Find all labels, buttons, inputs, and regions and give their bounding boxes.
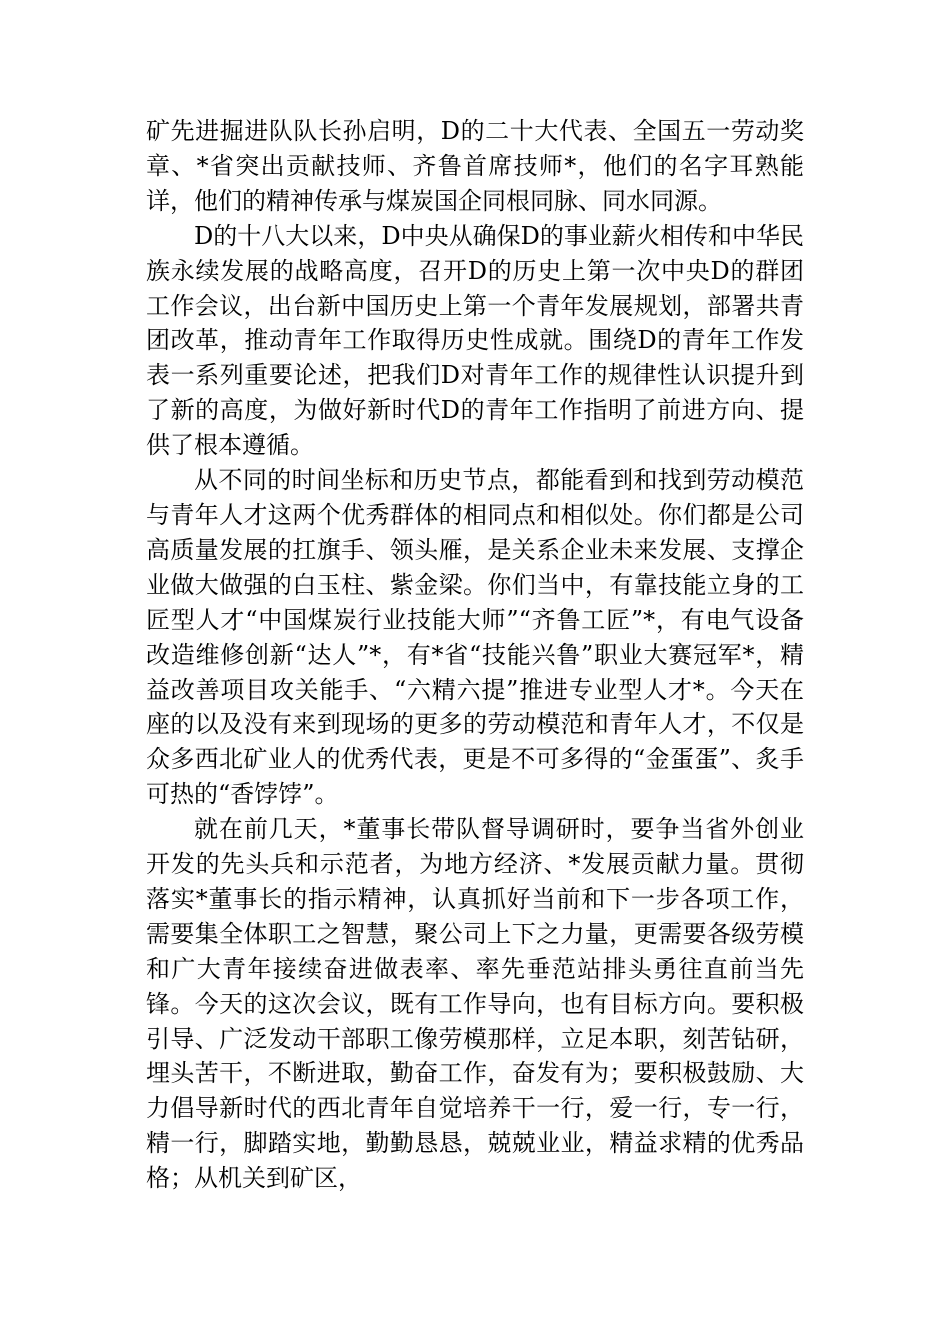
document-body: [146, 114, 804, 1196]
paragraph-3: 从不同的时间坐标和历史节点，都能看到和找到劳动模范与青年人才这两个优秀群体的相同点和相似处。你们都是公司高质量发展的扛旗手、领头雁，是关系企业未来发展、支撑企业做大做强的白玉柱、紫金梁。你们当中，有靠技能立身的工匠型人才“中国煤炭行业技能大师”“齐鲁工匠”*，有电气设备改造维修创新“达人”*，有*省“技能兴鲁”职业大赛冠军*，精益改善项目攻关能手、“六精六提”推进专业型人才*。今天在座的以及没有来到现场的更多的劳动模范和青年人才，不仅是众多西北矿业人的优秀代表，更是不可多得的“金蛋蛋”、炙手可热的“香饽饽”。: [146, 466, 804, 809]
paragraph-4: 就在前几天，*董事长带队督导调研时，要争当省外创业开发的先头兵和示范者，为地方经济、*发展贡献力量。贯彻落实*董事长的指示精神，认真抓好当前和下一步各项工作，需要集全体职工之智慧，聚公司上下之力量，更需要各级劳模和广大青年接续奋进做表率、率先垂范站排头勇往直前当先锋。今天的这次会议，既有工作导向，也有目标方向。要积极引导、广泛发动干部职工像劳模那样，立足本职，刻苦钻研，埋头苦干，不断进取，勤奋工作，奋发有为；要积极鼓励、大力倡导新时代的西北青年自觉培养干一行，爱一行，专一行，精一行，脚踏实地，勤勤恳恳，兢兢业业，精益求精的优秀品格；从机关到矿区，: [146, 815, 804, 1193]
paragraph-2: D的十八大以来，D中央从确保D的事业薪火相传和中华民族永续发展的战略高度，召开D的历史上第一次中央D的群团工作会议，出台新中国历史上第一个青年发展规划，部署共青团改革，推动青年工作取得历史性成就。围绕D的青年工作发表一系列重要论述，把我们D对青年工作的规律性认识提升到了新的高度，为做好新时代D的青年工作指明了前进方向、提供了根本遵循。: [146, 221, 804, 460]
paragraph-1: 矿先进掘进队队长孙启明，D的二十大代表、全国五一劳动奖章、*省突出贡献技师、齐鲁首席技师*，他们的名字耳熟能详，他们的精神传承与煤炭国企同根同脉、同水同源。: [146, 117, 804, 215]
